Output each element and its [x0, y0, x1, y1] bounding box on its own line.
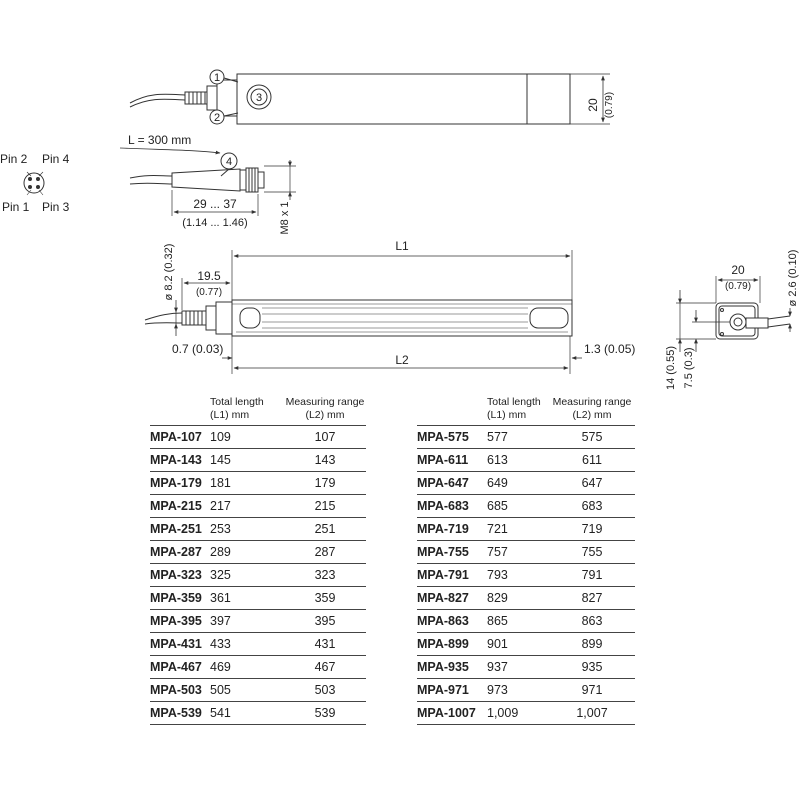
total-length-cell: 973 [487, 679, 549, 702]
cable-length-label: L = 300 mm [128, 133, 192, 147]
model-cell: MPA-935 [417, 656, 487, 679]
cable-offset-label: 19.5 [197, 269, 221, 283]
total-length-cell: 325 [210, 564, 284, 587]
table-row [150, 495, 366, 518]
measuring-range-cell: 359 [284, 587, 366, 610]
total-length-cell: 721 [487, 518, 549, 541]
measuring-range-cell: 683 [549, 495, 635, 518]
measuring-range-cell: 899 [549, 633, 635, 656]
measuring-range-header [284, 396, 366, 426]
cable-diameter-label: ø 8.2 (0.32) [163, 243, 175, 301]
model-cell: MPA-359 [150, 587, 210, 610]
measuring-range-cell: 719 [549, 518, 635, 541]
total-length-cell: 829 [487, 587, 549, 610]
table-row [150, 472, 366, 495]
total-length-cell: 433 [210, 633, 284, 656]
measuring-range-cell: 863 [549, 610, 635, 633]
measuring-range-cell: 287 [284, 541, 366, 564]
cable-length-arrow [120, 148, 220, 153]
model-cell: MPA-467 [150, 656, 210, 679]
side-width-inch: (0.79) [724, 281, 752, 292]
total-length-cell: 109 [210, 426, 284, 449]
measuring-range-cell: 647 [549, 472, 635, 495]
total-length-cell: 469 [210, 656, 284, 679]
table-row [150, 426, 366, 449]
table-row [417, 633, 635, 656]
table-row [150, 610, 366, 633]
total-length-header [210, 396, 284, 426]
model-cell: MPA-755 [417, 541, 487, 564]
l1-label: L1 [395, 239, 409, 253]
table-row [417, 449, 635, 472]
measuring-range-cell: 179 [284, 472, 366, 495]
table-row [417, 702, 635, 725]
total-length-cell: 505 [210, 679, 284, 702]
measuring-range-cell: 251 [284, 518, 366, 541]
model-cell: MPA-971 [417, 679, 487, 702]
callout-1-label: 1 [213, 72, 221, 84]
measuring-range-cell: 1,007 [549, 702, 635, 725]
model-cell: MPA-179 [150, 472, 210, 495]
table-row [417, 472, 635, 495]
top-height-label: 20 [586, 98, 600, 112]
connector-range-inch: (1.14 ... 1.46) [182, 217, 248, 229]
model-cell: MPA-827 [417, 587, 487, 610]
total-length-cell: 397 [210, 610, 284, 633]
cable-offset-inch: (0.77) [195, 287, 223, 298]
table-row [150, 656, 366, 679]
model-cell: MPA-791 [417, 564, 487, 587]
model-cell: MPA-863 [417, 610, 487, 633]
side-height-label: 14 (0.55) [665, 345, 677, 390]
thread-label: M8 x 1 [279, 201, 291, 235]
model-cell: MPA-899 [417, 633, 487, 656]
model-cell: MPA-215 [150, 495, 210, 518]
callout-2-label: 2 [213, 112, 221, 124]
table-row [417, 518, 635, 541]
model-cell: MPA-683 [417, 495, 487, 518]
measuring-range-cell: 503 [284, 679, 366, 702]
table-row [417, 564, 635, 587]
table-row [417, 495, 635, 518]
left-offset-label: 0.7 (0.03) [172, 342, 224, 356]
model-cell: MPA-503 [150, 679, 210, 702]
right-offset-label: 1.3 (0.05) [584, 342, 636, 356]
l2-label: L2 [395, 353, 409, 367]
total-length-cell: 361 [210, 587, 284, 610]
model-cell: MPA-575 [417, 426, 487, 449]
total-length-header [487, 396, 549, 426]
table-body-left [150, 426, 366, 725]
table-row [417, 679, 635, 702]
model-cell: MPA-143 [150, 449, 210, 472]
table-row [150, 679, 366, 702]
dimension-drawing [0, 0, 800, 390]
total-length-cell: 649 [487, 472, 549, 495]
table-row [150, 633, 366, 656]
total-length-cell: 757 [487, 541, 549, 564]
model-header [417, 396, 487, 426]
measuring-range-cell: 215 [284, 495, 366, 518]
measuring-range-cell: 791 [549, 564, 635, 587]
total-length-cell: 253 [210, 518, 284, 541]
table-row [150, 702, 366, 725]
measuring-range-cell: 467 [284, 656, 366, 679]
total-length-cell: 685 [487, 495, 549, 518]
side-width-label: 20 [731, 263, 745, 277]
total-length-cell: 145 [210, 449, 284, 472]
total-length-cell: 577 [487, 426, 549, 449]
pin-diagram [24, 172, 44, 195]
measuring-range-cell: 611 [549, 449, 635, 472]
measuring-range-cell: 107 [284, 426, 366, 449]
table-row [417, 587, 635, 610]
total-length-cell: 1,009 [487, 702, 549, 725]
measuring-range-cell: 431 [284, 633, 366, 656]
measuring-range-cell: 971 [549, 679, 635, 702]
side-axis-label: 7.5 (0.3) [683, 347, 695, 389]
measuring-range-cell: 539 [284, 702, 366, 725]
measuring-range-cell: 575 [549, 426, 635, 449]
measuring-range-header-line2: (L2) mm [305, 409, 345, 421]
model-cell: MPA-611 [417, 449, 487, 472]
model-table-right [417, 396, 635, 725]
table-row [150, 587, 366, 610]
top-view [130, 74, 610, 124]
measuring-range-cell: 323 [284, 564, 366, 587]
measuring-range-header-line1: Measuring range [285, 396, 365, 408]
measuring-range-header [549, 396, 635, 426]
pin-4-label: Pin 4 [42, 152, 70, 166]
total-length-cell: 901 [487, 633, 549, 656]
table-row [417, 426, 635, 449]
model-cell: MPA-323 [150, 564, 210, 587]
measuring-range-cell: 395 [284, 610, 366, 633]
total-length-cell: 217 [210, 495, 284, 518]
table-row [417, 610, 635, 633]
table-row [150, 449, 366, 472]
model-cell: MPA-719 [417, 518, 487, 541]
table-row [150, 564, 366, 587]
model-cell: MPA-539 [150, 702, 210, 725]
table-row [150, 518, 366, 541]
model-cell: MPA-251 [150, 518, 210, 541]
callout-3-label: 3 [255, 92, 263, 104]
connector-range-label: 29 ... 37 [193, 197, 237, 211]
callout-4-label: 4 [225, 156, 233, 168]
model-cell: MPA-395 [150, 610, 210, 633]
measuring-range-cell: 143 [284, 449, 366, 472]
side-diameter-label: ø 2.6 (0.10) [787, 249, 799, 307]
model-cell: MPA-287 [150, 541, 210, 564]
model-table-left [150, 396, 366, 725]
total-length-header-line2: (L1) mm [210, 409, 250, 421]
measuring-range-header-line2: (L2) mm [572, 409, 612, 421]
model-header [150, 396, 210, 426]
measuring-range-cell: 755 [549, 541, 635, 564]
measuring-range-cell: 827 [549, 587, 635, 610]
pin-2-label: Pin 2 [0, 152, 28, 166]
pin-1-label: Pin 1 [2, 200, 30, 214]
table-row [150, 541, 366, 564]
total-length-cell: 793 [487, 564, 549, 587]
total-length-cell: 865 [487, 610, 549, 633]
total-length-cell: 181 [210, 472, 284, 495]
total-length-cell: 937 [487, 656, 549, 679]
measuring-range-cell: 935 [549, 656, 635, 679]
total-length-header-line2: (L1) mm [487, 409, 527, 421]
table-row [417, 656, 635, 679]
measuring-range-header-line1: Measuring range [552, 396, 632, 408]
model-cell: MPA-647 [417, 472, 487, 495]
total-length-cell: 289 [210, 541, 284, 564]
top-height-inch: (0.79) [604, 91, 615, 119]
pin-3-label: Pin 3 [42, 200, 70, 214]
total-length-header-line1: Total length [487, 396, 541, 408]
table-body-right [417, 426, 635, 725]
total-length-cell: 541 [210, 702, 284, 725]
model-cell: MPA-1007 [417, 702, 487, 725]
total-length-header-line1: Total length [210, 396, 264, 408]
model-cell: MPA-431 [150, 633, 210, 656]
total-length-cell: 613 [487, 449, 549, 472]
table-row [417, 541, 635, 564]
model-cell: MPA-107 [150, 426, 210, 449]
